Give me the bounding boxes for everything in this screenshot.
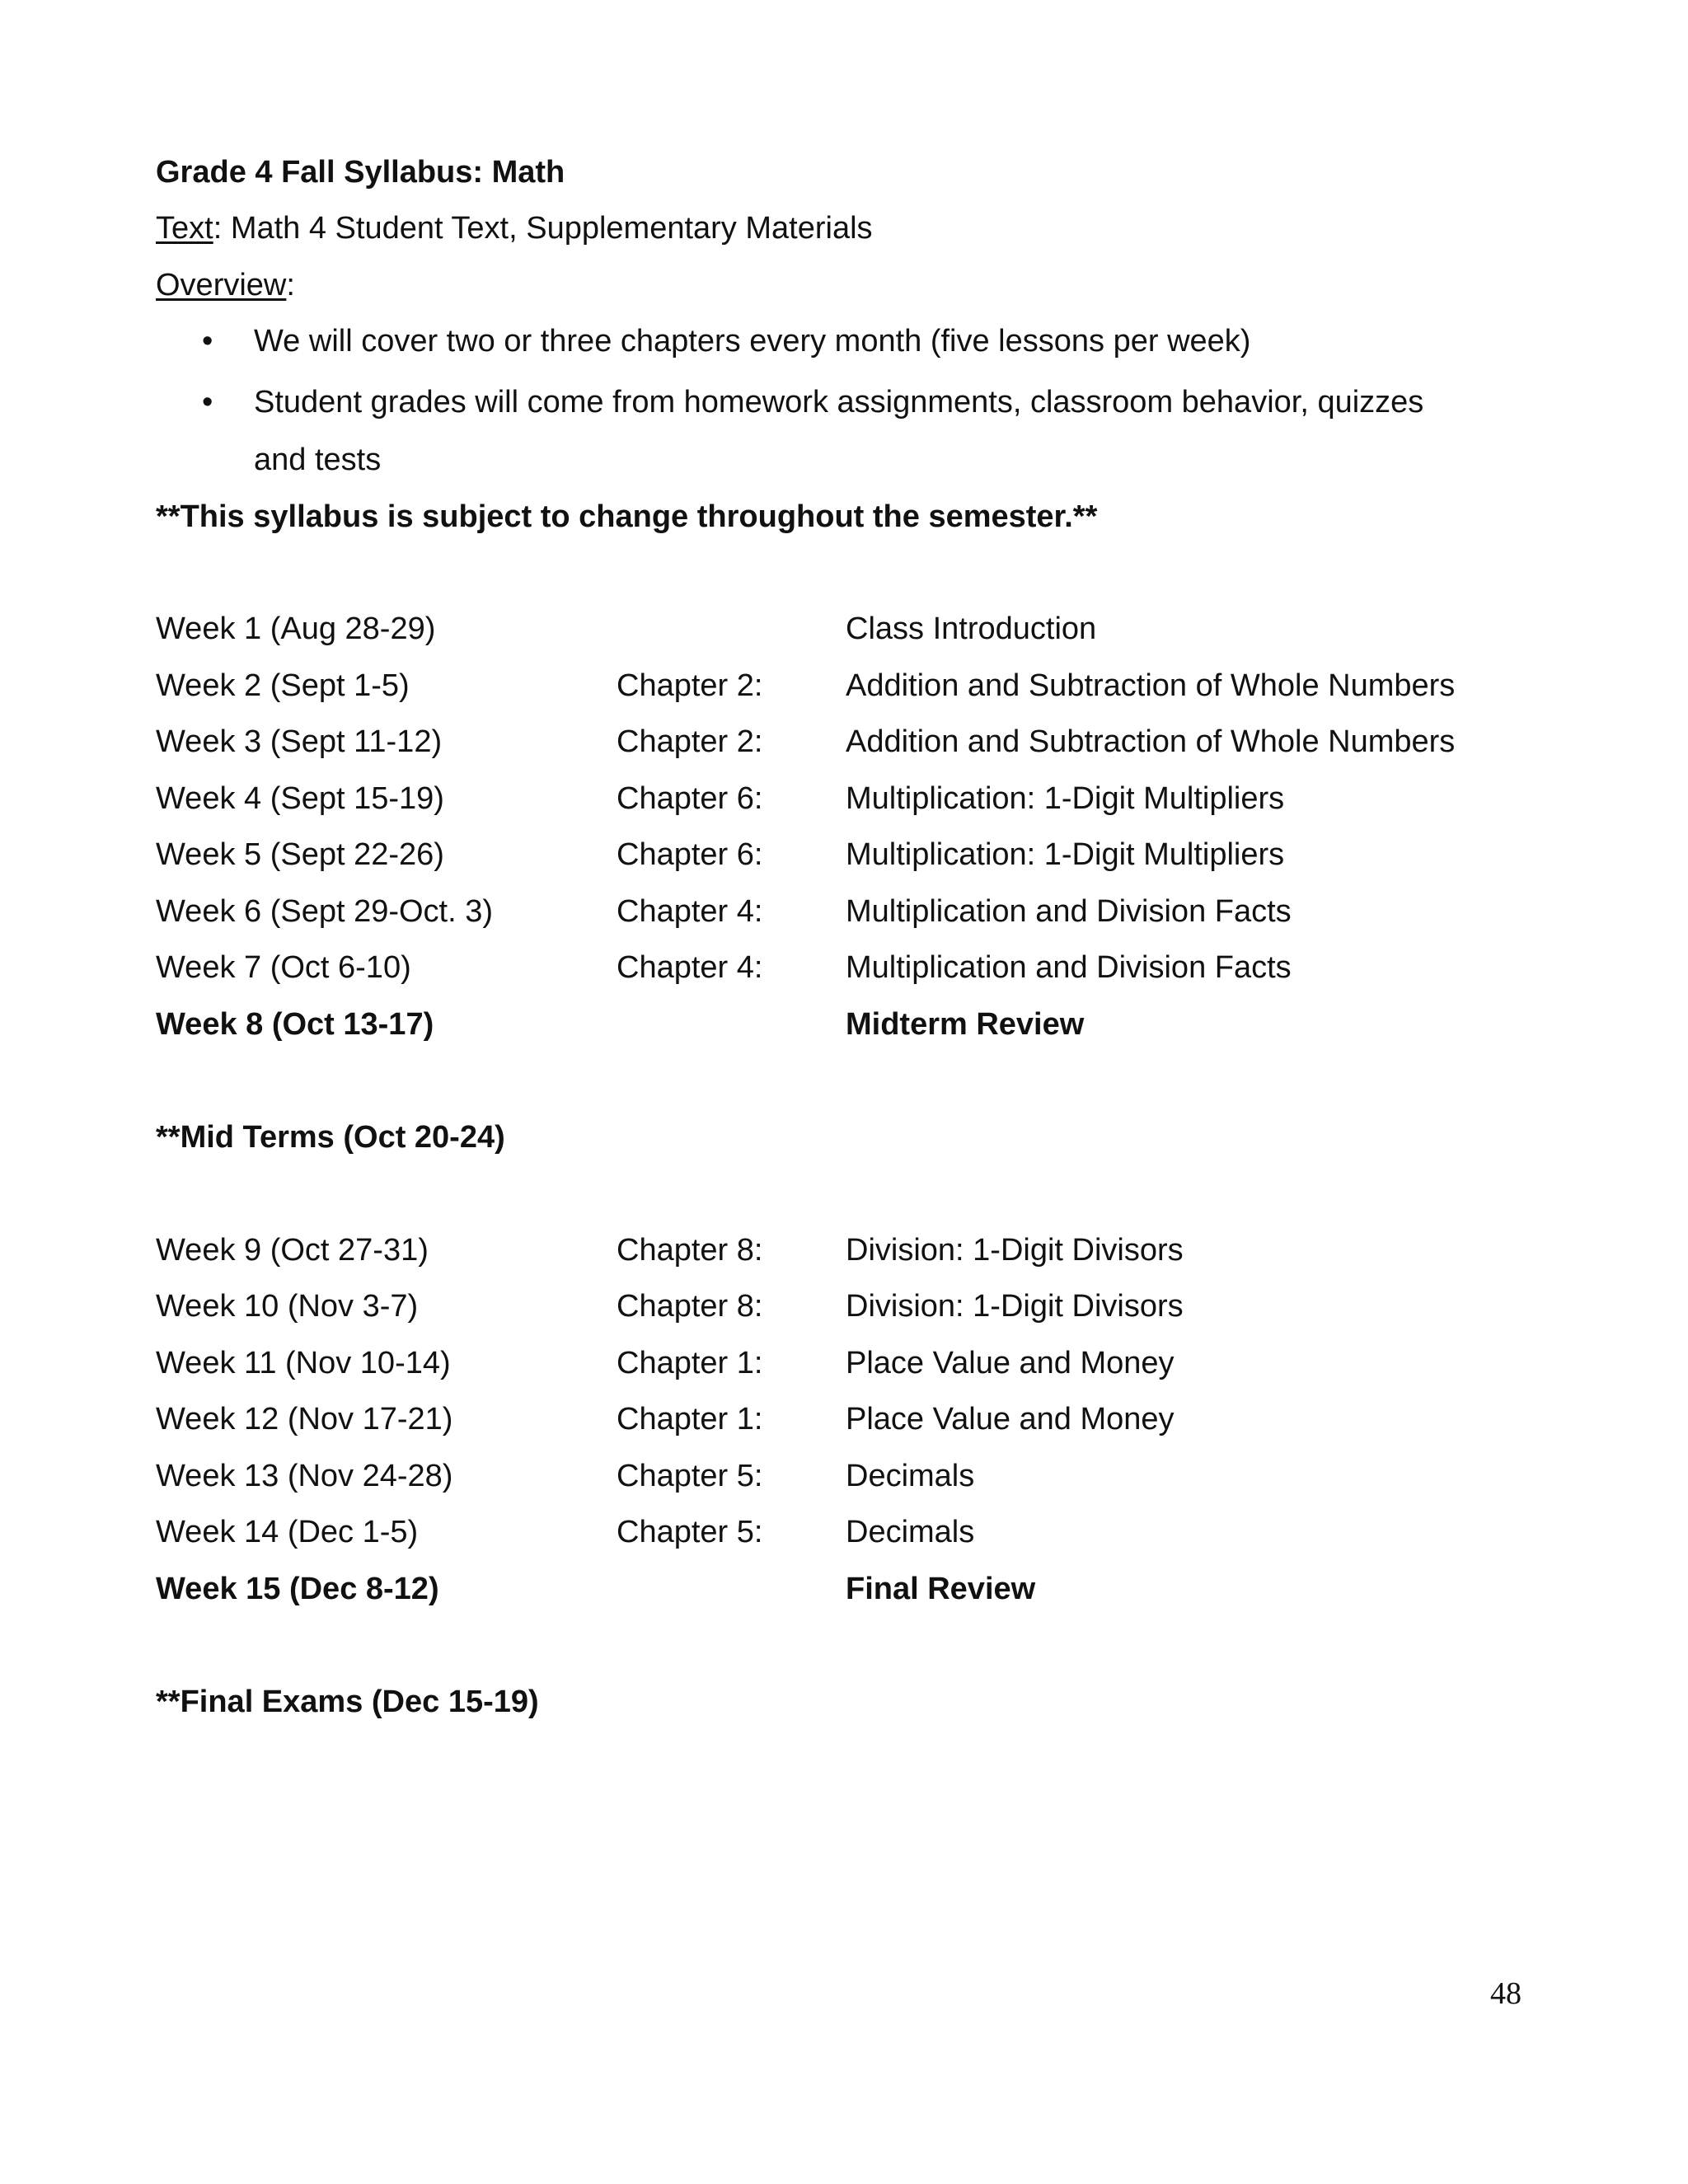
topic-cell: Place Value and Money [846, 1402, 1175, 1436]
topic-cell: Division: 1-Digit Divisors [846, 1289, 1184, 1324]
schedule-row [0, 1287, 1688, 1325]
topic-cell: Class Introduction [846, 612, 1097, 646]
topic-cell: Multiplication and Division Facts [846, 894, 1292, 929]
overview-item-1: We will cover two or three chapters every month (five lessons per week) [254, 324, 1251, 359]
bullet-2: • [202, 385, 213, 419]
schedule-row [0, 780, 1688, 818]
week-cell: Week 7 (Oct 6-10) [156, 950, 411, 985]
schedule-row [0, 836, 1688, 874]
schedule-row-review [0, 1005, 1688, 1043]
week-cell: Week 8 (Oct 13-17) [156, 1007, 434, 1042]
week-cell: Week 2 (Sept 1-5) [156, 668, 410, 703]
chapter-cell: Chapter 5: [617, 1515, 763, 1549]
schedule-row [0, 893, 1688, 930]
syllabus-notice: **This syllabus is subject to change throughout the semester.** [156, 499, 1098, 534]
chapter-cell: Chapter 2: [617, 724, 763, 759]
topic-cell: Multiplication: 1-Digit Multipliers [846, 781, 1285, 816]
topic-cell: Midterm Review [846, 1007, 1085, 1042]
topic-cell: Final Review [846, 1572, 1036, 1606]
week-cell: Week 14 (Dec 1-5) [156, 1515, 419, 1549]
chapter-cell: Chapter 6: [617, 781, 763, 816]
topic-cell: Division: 1-Digit Divisors [846, 1233, 1184, 1268]
week-cell: Week 4 (Sept 15-19) [156, 781, 444, 816]
week-cell: Week 10 (Nov 3-7) [156, 1289, 419, 1324]
week-cell: Week 6 (Sept 29-Oct. 3) [156, 894, 494, 929]
overview-line [156, 266, 295, 304]
chapter-cell: Chapter 8: [617, 1289, 763, 1324]
overview-suffix: : [286, 268, 295, 302]
topic-cell: Decimals [846, 1515, 975, 1549]
page-title: Grade 4 Fall Syllabus: Math [156, 155, 565, 190]
week-cell: Week 3 (Sept 11-12) [156, 724, 443, 759]
text-label: Text [156, 211, 213, 246]
chapter-cell: Chapter 5: [617, 1459, 763, 1493]
topic-cell: Addition and Subtraction of Whole Numbers [846, 668, 1456, 703]
schedule-row [0, 1400, 1688, 1438]
chapter-cell: Chapter 6: [617, 837, 763, 872]
schedule-row-review [0, 1570, 1688, 1608]
schedule-row [0, 1344, 1688, 1382]
schedule-row [0, 949, 1688, 987]
topic-cell: Place Value and Money [846, 1346, 1175, 1380]
week-cell: Week 12 (Nov 17-21) [156, 1402, 453, 1436]
text-value: : Math 4 Student Text, Supplementary Materials [213, 211, 873, 246]
schedule-row [0, 723, 1688, 761]
topic-cell: Addition and Subtraction of Whole Numbers [846, 724, 1456, 759]
topic-cell: Multiplication and Division Facts [846, 950, 1292, 985]
chapter-cell: Chapter 4: [617, 950, 763, 985]
chapter-cell: Chapter 1: [617, 1402, 763, 1436]
schedule-row [0, 1231, 1688, 1269]
week-cell: Week 9 (Oct 27-31) [156, 1233, 429, 1268]
bullet-1: • [202, 324, 213, 359]
schedule-row [0, 1457, 1688, 1495]
schedule-row [0, 667, 1688, 705]
page-number: 48 [1490, 1976, 1522, 2011]
week-cell: Week 5 (Sept 22-26) [156, 837, 444, 872]
week-cell: Week 1 (Aug 28-29) [156, 612, 436, 646]
week-cell: Week 15 (Dec 8-12) [156, 1572, 439, 1606]
week-cell: Week 13 (Nov 24-28) [156, 1459, 453, 1493]
topic-cell: Decimals [846, 1459, 975, 1493]
topic-cell: Multiplication: 1-Digit Multipliers [846, 837, 1285, 872]
overview-label: Overview [156, 268, 287, 302]
chapter-cell: Chapter 8: [617, 1233, 763, 1268]
finals-heading: **Final Exams (Dec 15-19) [156, 1685, 539, 1719]
overview-item-2-line-1: Student grades will come from homework assignments, classroom behavior, quizzes [254, 385, 1424, 419]
chapter-cell: Chapter 1: [617, 1346, 763, 1380]
schedule-row [0, 1513, 1688, 1551]
schedule-row [0, 610, 1688, 648]
chapter-cell: Chapter 4: [617, 894, 763, 929]
chapter-cell: Chapter 2: [617, 668, 763, 703]
week-cell: Week 11 (Nov 10-14) [156, 1346, 451, 1380]
overview-item-2-line-2: and tests [254, 443, 382, 477]
text-line [156, 209, 873, 247]
midterms-heading: **Mid Terms (Oct 20-24) [156, 1120, 505, 1155]
